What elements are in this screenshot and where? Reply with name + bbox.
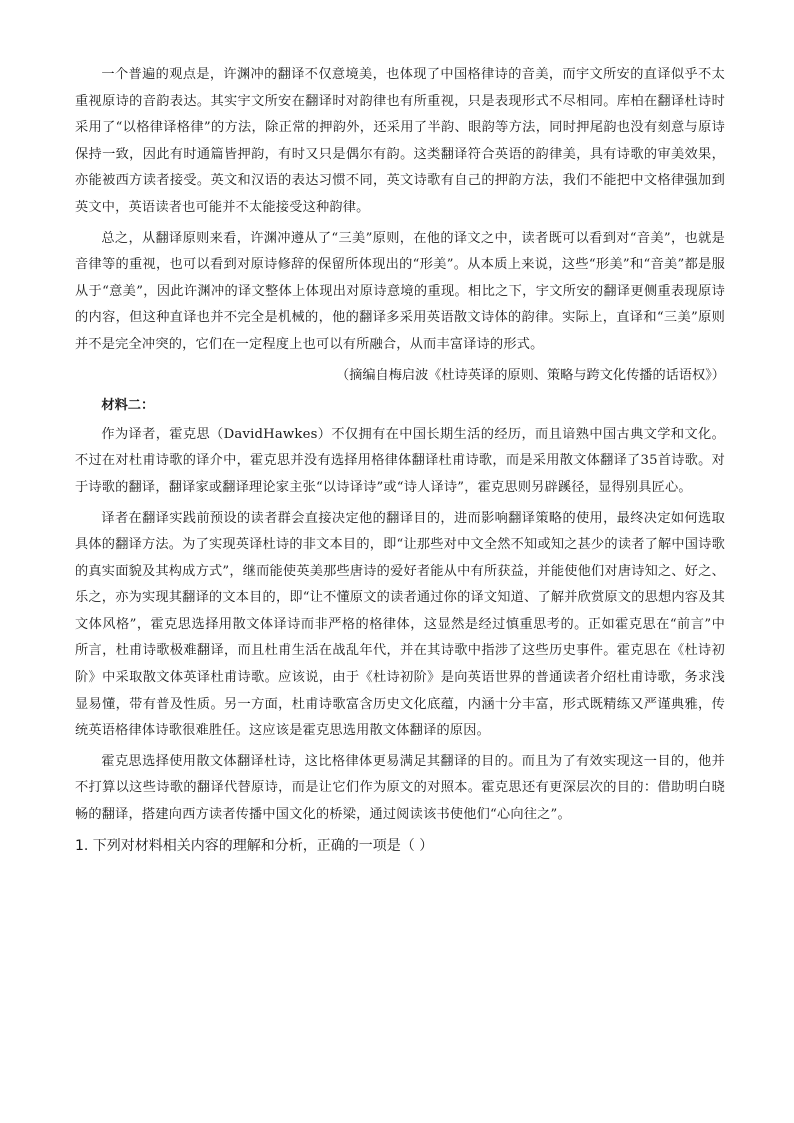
question-stem: 1. 下列对材料相关内容的理解和分析，正确的一项是（ ） — [75, 837, 434, 854]
paragraph: 霍克思选择使用散文体翻译杜诗，这比格律体更易满足其翻译的目的。而且为了有效实现这一目的，他并不打算以这些诗歌的翻译代替原诗，而是让它们作为原文的对照本。霍克思还有更深层次的目的：借助明白晓畅的翻译，搭建向西方读者传播中国文化的桥梁，通过阅读该书使他们“心向往之”。 — [75, 753, 725, 823]
source-citation: （摘编自梅启波《杜诗英译的原则、策略与跨文化传播的话语权》） — [335, 367, 725, 383]
paragraph: 一个普遍的观点是，许渊冲的翻译不仅意境美，也体现了中国格律诗的音美，而宇文所安的直译似乎不太重视原诗的音韵表达。其实宇文所安在翻译时对韵律也有所重视，只是表现形式不尽相同。库柏在翻译杜诗时采用了“以格律译格律”的方法，除正常的押韵外，还采用了半韵、眼韵等方法，同时押尾韵也没有刻意与原诗保持一致，因此有时通篇皆押韵，有时又只是偶尔有韵。这类翻译符合英语的韵律美，具有诗歌的审美效果，亦能被西方读者接受。英文和汉语的表达习惯不同，英文诗歌有自己的押韵方法，我们不能把中文格律强加到英文中，英语读者也可能并不太能接受这种韵律。 — [75, 67, 725, 215]
material-heading: 材料二： — [101, 398, 155, 414]
paragraph: 译者在翻译实践前预设的读者群会直接决定他的翻译目的，进而影响翻译策略的使用，最终决定如何选取具体的翻译方法。为了实现英译杜诗的非文本目的，即“让那些对中文全然不知或知之甚少的读者了解中国诗歌的真实面貌及其构成方式”，继而能使英美那些唐诗的爱好者能从中有所获益，并能使他们对唐诗知之、好之、乐之，亦为实现其翻译的文本目的，即“让不懂原文的读者通过你的译文知道、了解并欣赏原文的思想内容及其文体风格”，霍克思选择用散文体译诗而非严格的格律体，这显然是经过慎重思考的。正如霍克思在“前言”中所言，杜甫诗歌极难翻译，而且杜甫生活在战乱年代，并在其诗歌中指涉了这些历史事件。霍克思在《杜诗初阶》中采取散文体英译杜甫诗歌。应该说，由于《杜诗初阶》是向英语世界的普通读者介绍杜甫诗歌，务求浅显易懂，带有普及性质。另一方面，杜甫诗歌富含历史文化底蕴，内涵十分丰富，形式既精练又严谨典雅，传统英语格律体诗歌很难胜任。这应该是霍克思选用散文体翻译的原因。 — [75, 510, 725, 739]
paragraph: 作为译者，霍克思（DavidHawkes）不仅拥有在中国长期生活的经历，而且谙熟中国古典文学和文化。不过在对杜甫诗歌的译介中，霍克思并没有选择用格律体翻译杜甫诗歌，而是采用散文体翻译了35首诗歌。对于诗歌的翻译，翻译家或翻译理论家主张“以诗译诗”或“诗人译诗”，霍克思则另辟蹊径，显得别具匠心。 — [75, 426, 725, 495]
paragraph: 总之，从翻译原则来看，许渊冲遵从了“三美”原则，在他的译文之中，读者既可以看到对“音美”，也就是音律等的重视，也可以看到对原诗修辞的保留所体现出的“形美”。从本质上来说，这些“形美”和“音美”都是服从于“意美”，因此许渊冲的译文整体上体现出对原诗意境的重现。相比之下，宇文所安的翻译更侧重表现原诗的内容，但这种直译也并不完全是机械的，他的翻译多采用英语散文诗体的韵律。实际上，直译和“三美”原则并不是完全冲突的，它们在一定程度上也可以有所融合，从而丰富译诗的形式。 — [75, 230, 725, 352]
document-page — [75, 62, 725, 859]
